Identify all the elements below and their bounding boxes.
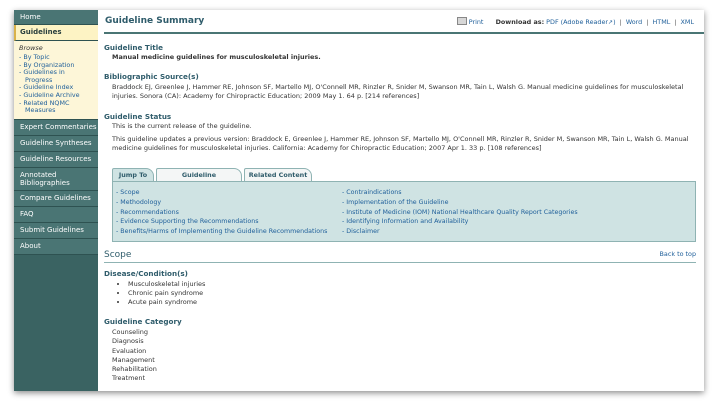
disease-condition-section [104,269,696,308]
tab-jump-to[interactable]: Jump To [112,168,154,182]
jump-link-methodology[interactable]: - Methodology [116,198,162,206]
guideline-category-section [104,317,696,384]
sidebar-item-guidelines[interactable]: Guidelines [14,25,98,41]
list-item: Management [112,355,155,364]
external-link-icon: ↗ [608,19,614,26]
jump-link-benefits-harms[interactable]: - Benefits/Harms of Implementing the Guideline Recommendations [116,228,328,236]
browse-panel [14,41,98,120]
separator: | [674,18,677,26]
browse-in-progress-link-cont[interactable]: Progress [25,75,53,84]
jump-link-implementation[interactable]: - Implementation of the Guideline [342,198,449,206]
list-item: Treatment [112,374,146,383]
list-item: • Musculoskeletal injuries [128,280,696,289]
sidebar-item-compare-guidelines[interactable]: Compare Guidelines [14,191,98,207]
jump-link-disclaimer[interactable]: - Disclaimer [342,228,380,236]
html-link[interactable]: HTML [652,18,671,26]
disease-list [104,280,696,308]
guideline-status-current: This is the current release of the guideline. [112,122,252,130]
page-title: Guideline Summary [105,16,205,26]
print-link[interactable]: Print [468,18,484,26]
download-toolbar [457,17,694,26]
jump-to-panel [112,181,696,242]
printer-icon[interactable] [457,17,467,25]
list-item: Rehabilitation [112,365,157,374]
jump-link-recommendations[interactable]: - Recommendations [116,208,179,216]
sidebar-nav [14,10,98,391]
jump-links-left [116,188,327,237]
browse-guideline-archive-link[interactable]: - Guideline Archive [19,90,80,99]
browse-by-organization-link[interactable]: - By Organization [19,60,75,69]
back-to-top-link[interactable]: Back to top [659,250,696,258]
separator: | [619,18,622,26]
jump-link-evidence[interactable]: - Evidence Supporting the Recommendations [116,218,259,226]
page-header [104,10,704,34]
disease-condition-heading: Disease/Condition(s) [104,269,188,278]
tab-related-content[interactable]: Related Content [244,168,312,182]
guideline-title-section [104,43,696,62]
sidebar-item-guideline-syntheses[interactable]: Guideline Syntheses [14,136,98,152]
sidebar-item-guideline-resources[interactable]: Guideline Resources [14,152,98,168]
browse-heading: Browse [19,44,43,52]
scope-divider [104,262,696,263]
list-item: Diagnosis [112,337,144,346]
sidebar-item-faq[interactable]: FAQ [14,207,98,223]
pdf-link[interactable]: PDF [546,18,559,26]
browse-by-topic-link[interactable]: - By Topic [19,53,50,61]
browse-in-progress-link[interactable]: - Guidelines in [19,68,65,77]
tab-guideline-classification[interactable]: Guideline [156,168,242,182]
list-item: Evaluation [112,346,147,355]
sidebar-item-submit-guidelines[interactable]: Submit Guidelines [14,223,98,239]
bibliographic-source-heading: Bibliographic Source(s) [104,72,199,81]
bibliographic-source-text: Braddock EJ, Greenlee J, Hammer RE, Johnson SF, Martello MJ, O'Connell MR, Rinzler R, Snider M, Swanson MR, Tain L, Walsh G. Manual medicine guidelines for musculoskeletal injuries. Sonora (CA): Academy for Chiropractic Education; 2009 May 1. 64 p. [214 references] [112,83,684,100]
jump-link-iom-categories[interactable]: - Institute of Medicine (IOM) National Healthcare Quality Report Categories [342,208,578,216]
jump-links-right [342,188,578,237]
guideline-title-heading: Guideline Title [104,43,164,52]
annotated-label-line2: Bibliographies [20,178,70,187]
bibliographic-source-section [104,72,696,101]
word-link[interactable]: Word [625,18,643,26]
guideline-category-heading: Guideline Category [104,317,182,326]
guideline-title-text: Manual medicine guidelines for musculoskeletal injuries. [112,53,321,61]
list-item: • Chronic pain syndrome [128,289,696,298]
browse-related-nqmc-link[interactable]: - Related NQMC [19,98,70,107]
jump-link-contraindications[interactable]: - Contraindications [342,189,402,196]
sidebar-item-expert-commentaries[interactable]: Expert Commentaries [14,120,98,136]
sidebar-item-annotated-bibliographies[interactable] [14,168,98,191]
list-item: • Acute pain syndrome [128,298,696,307]
separator: | [646,18,649,26]
browser-page [14,10,704,391]
sidebar-item-home[interactable]: Home [14,10,98,25]
guideline-status-previous: This guideline updates a previous version: Braddock E, Greenlee J, Hammer RE, Johnson SF, Martello MJ, O'Connell MR, Rinzler R, Snider M, Swanson MR, Tain L, Walsh G. Manual medicine guidelines for musculoskeletal injuries. California: Academy for Chiropractic Education; 2007 Apr 1. 33 p. [108 references] [112,135,689,152]
sidebar-item-about[interactable]: About [14,239,98,255]
jump-link-identifying-info[interactable]: - Identifying Information and Availability [342,218,469,226]
scope-heading: Scope [104,250,132,260]
download-label: Download as: [495,18,545,26]
adobe-close-paren: ) [613,18,616,26]
list-item: Counseling [112,328,148,336]
guideline-status-section [104,112,696,153]
annotated-label-line1: Annotated [20,170,57,179]
guideline-status-heading: Guideline Status [104,112,172,121]
jump-link-scope[interactable]: - Scope [116,189,140,196]
main-content [104,10,704,391]
browse-guideline-index-link[interactable]: - Guideline Index [19,83,74,92]
xml-link[interactable]: XML [680,18,694,26]
browse-related-nqmc-link-cont[interactable]: Measures [25,106,56,115]
adobe-reader-link[interactable]: (Adobe Reader [560,18,609,26]
category-list [104,328,696,384]
